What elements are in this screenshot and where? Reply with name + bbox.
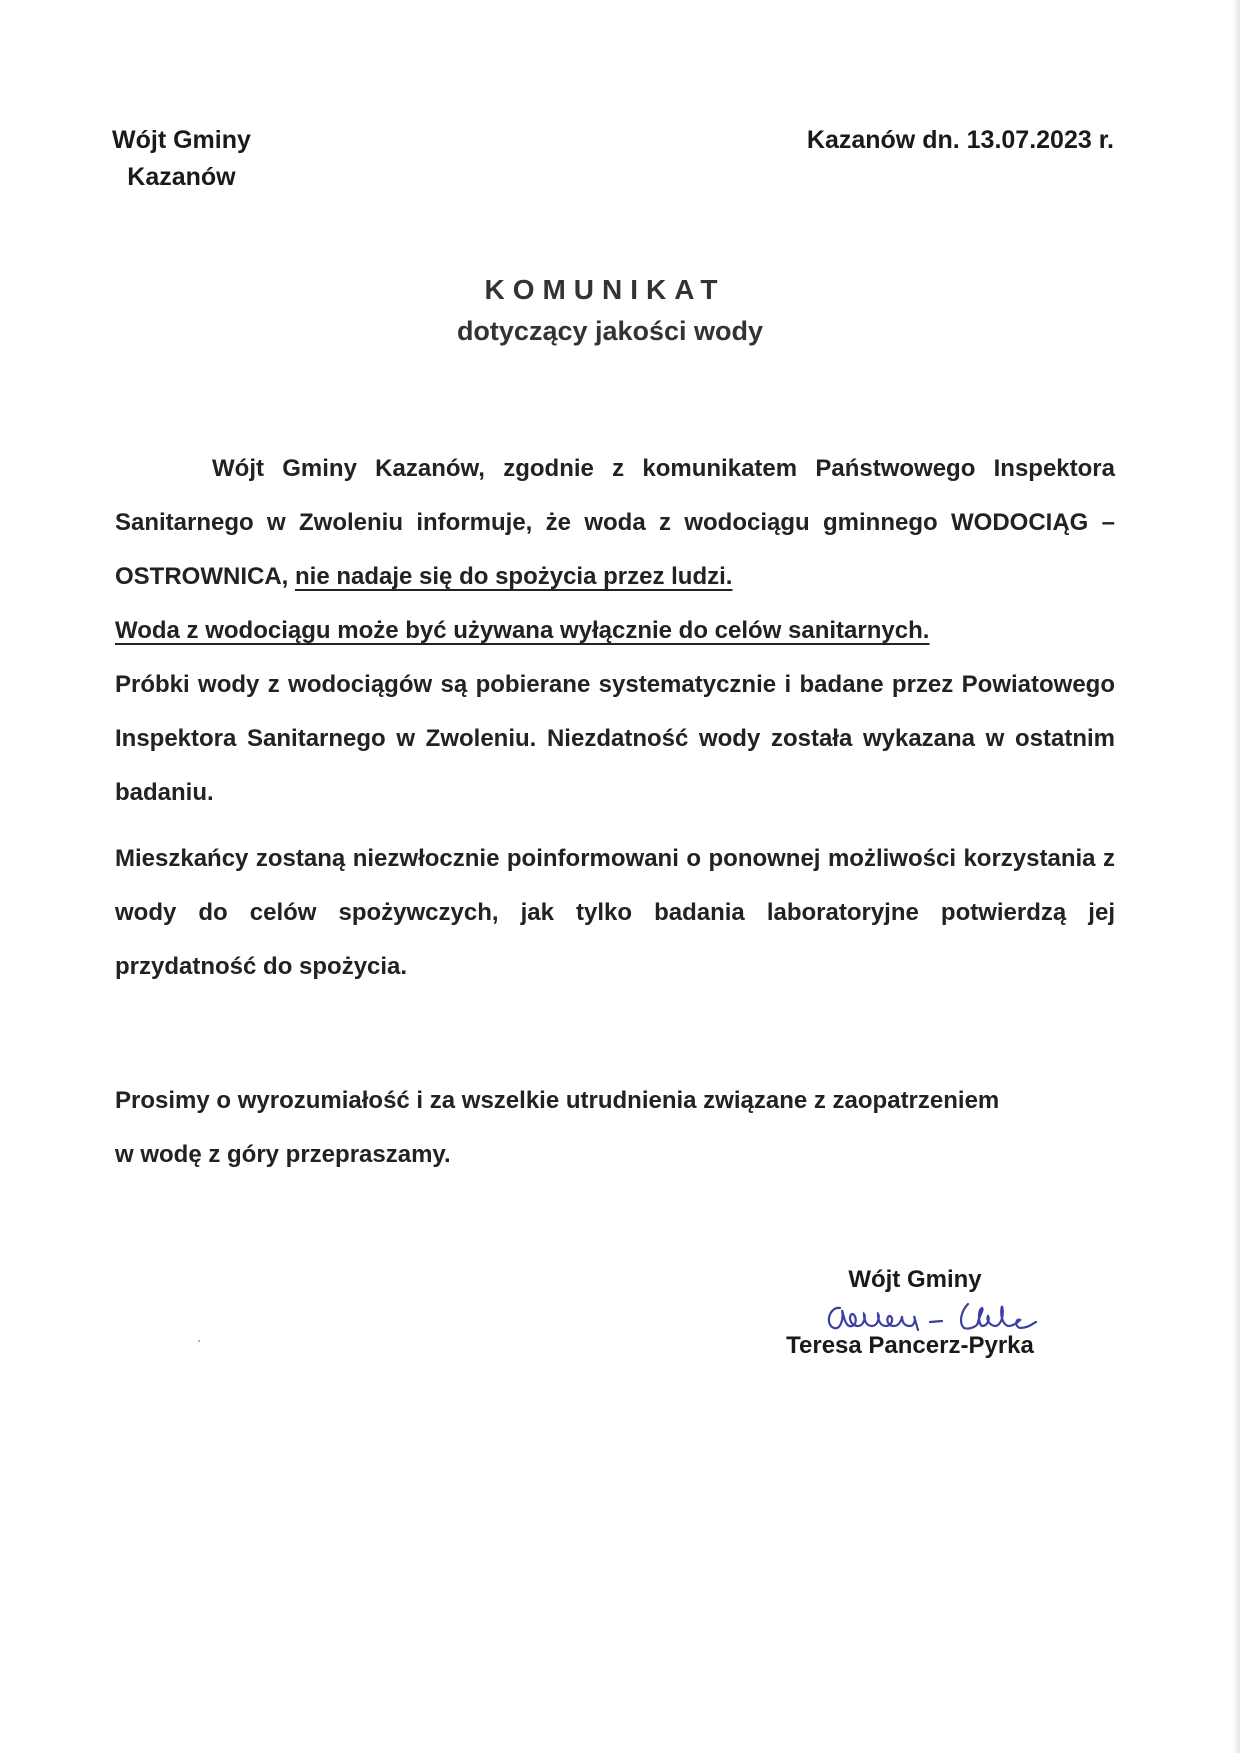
closing-line-1: Prosimy o wyrozumiałość i za wszelkie utrudnienia związane z zaopatrzeniem bbox=[115, 1087, 1000, 1114]
closing-line-2: w wodę z góry przepraszamy. bbox=[115, 1141, 451, 1168]
warning-underlined: nie nadaje się do spożycia przez ludzi. bbox=[295, 563, 733, 590]
title-block bbox=[0, 270, 1240, 352]
scan-edge bbox=[1232, 0, 1240, 1753]
paragraph-1-text: Wójt Gminy Kazanów, zgodnie z komunikatem Państwowego Inspektora Sanitarnego w Zwoleniu informuje, że woda z wodociągu gminnego WODOCIĄG – OSTROWNICA, bbox=[115, 455, 1115, 590]
paragraph-4: Mieszkańcy zostaną niezwłocznie poinformowani o ponownej możliwości korzystania z wody do celów spożywczych, jak tylko badania laboratoryjne potwierdzą jej przydatność do spożycia. bbox=[115, 845, 1115, 980]
sender-line-2: Kazanów bbox=[127, 163, 236, 191]
paragraph-2 bbox=[115, 604, 1115, 658]
sender-line-1: Wójt Gminy bbox=[112, 126, 251, 154]
signature-block bbox=[780, 1262, 1050, 1364]
document-subtitle: dotyczący jakości wody bbox=[456, 316, 764, 346]
paragraph-3: Próbki wody z wodociągów są pobierane systematycznie i badane przez Powiatowego Inspektora Sanitarnego w Zwoleniu. Niezdatność wody została wykazana w ostatnim badaniu. bbox=[115, 671, 1115, 806]
scan-speck bbox=[198, 1340, 200, 1342]
signature-role: Wójt Gminy bbox=[848, 1266, 982, 1293]
paragraph-1 bbox=[115, 442, 1115, 604]
sender-block bbox=[112, 122, 251, 196]
place-date: Kazanów dn. 13.07.2023 r. bbox=[806, 126, 1114, 154]
document-title: KOMUNIKAT bbox=[484, 274, 726, 305]
signatory-name: Teresa Pancerz-Pyrka bbox=[786, 1332, 1034, 1359]
document-body bbox=[115, 442, 1115, 1182]
handwritten-signature bbox=[818, 1296, 1058, 1342]
sanitary-use-notice: Woda z wodociągu może być używana wyłącznie do celów sanitarnych. bbox=[115, 617, 930, 644]
